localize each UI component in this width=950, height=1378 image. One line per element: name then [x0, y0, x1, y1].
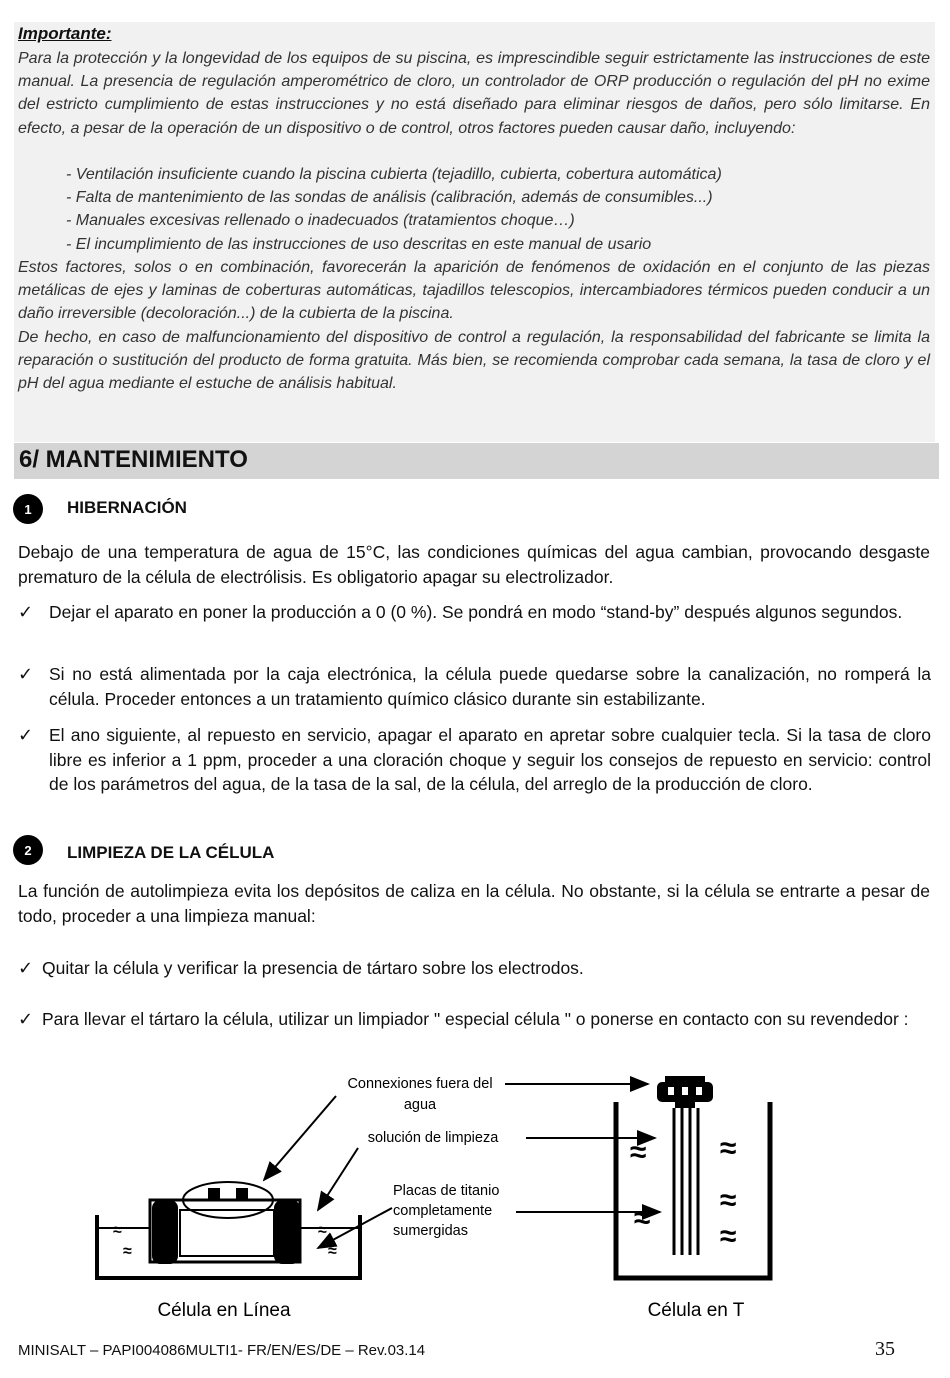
water-wave-icon: ≈ [634, 1202, 651, 1235]
section-title: 6/ MANTENIMIENTO [19, 446, 248, 473]
caption-t-cell: Célula en T [647, 1300, 745, 1321]
important-intro: Para la protección y la longevidad de los equipos de su piscina, es imprescindible seguir estrictamente las instrucciones de este manual. La presencia de regulación amperométrico de cloro, un controlador de ORP producción o regulación del pH no exime del estricto cumplimiento de estas instrucciones y no está diseñado para eliminar riesgos de daños, pero sólo limitarse. En efecto, a pesar de la operación de un dispositivo o de control, otros factores pueden causar daño, incluyendo: [18, 50, 930, 137]
hibernation-title: HIBERNACIÓN [67, 498, 187, 517]
list-item-text: El ano siguiente, al repuesto en servicio, apagar el aparato en apretar sobre cualquier tecla. Si la tasa de cloro libre es inferior a 1 ppm, proceder a una cloración choque y seguir los consejos de repuesto en servicio: control de los parámetros del agua, de la tasa de la sal, de la célula, del arreglo de la producción de cloro. [49, 725, 931, 795]
check-icon: ✓ [18, 1009, 34, 1029]
check-icon: ✓ [18, 602, 34, 622]
cleaning-intro: La función de autolimpieza evita los depósitos de caliza en la célula. No obstante, si la célula se entrarte a pesar de todo, proceder a una limpieza manual: [18, 881, 930, 926]
arrow-icon [264, 1096, 336, 1180]
footer-doc-ref: MINISALT – PAPI004086MULTI1- FR/EN/ES/DE – Rev.03.14 [18, 1342, 426, 1359]
water-wave-icon: ≈ [720, 1220, 737, 1253]
list-item [18, 956, 931, 981]
water-wave-icon: ≈ [720, 1132, 737, 1165]
important-factors: Estos factores, solos o en combinación, favorecerán la aparición de fenómenos de oxidación en el conjunto de las piezas metálicas de ejes y laminas de coberturas automáticas, tajadillos telescopios, intercambiadores térmicos pueden conducir a un daño irreversible (decoloración...) de la cubierta de la piscina. [18, 259, 930, 323]
important-list-item: - Ventilación insuficiente cuando la piscina cubierta (tejadillo, cubierta, cobertura automática) [66, 166, 722, 183]
water-wave-icon: ≈ [113, 1222, 122, 1239]
hibernation-intro: Debajo de una temperatura de agua de 15°C, las condiciones químicas del agua cambian, provocando desgaste prematuro de la célula de electrólisis. Es obligatorio apagar su electrolizador. [18, 542, 930, 587]
label-titanium-plates-cont: completamente [393, 1203, 493, 1219]
list-item-text: Si no está alimentada por la caja electrónica, la célula puede quedarse sobre la canalización, no romperá la célula. Proceder entonces a un tratamiento químico clásico durante sin estabilizante. [49, 664, 931, 709]
important-warranty: De hecho, en caso de malfuncionamiento del dispositivo de control a regulación, la responsabilidad del fabricante se limita la reparación o sustitución del producto de forma gratuita. Más bien, se recomienda comprobar cada semana, la tasa de cloro y el pH del agua mediante el estuche de análisis habitual. [18, 329, 930, 393]
important-list-item: - Manuales excesivas rellenado o inadecuados (tratamientos choque…) [66, 212, 575, 230]
label-titanium-plates-cont2: sumergidas [393, 1223, 468, 1239]
important-list-item: - El incumplimiento de las instrucciones de uso descritas en este manual de usario [66, 235, 652, 253]
cleaning-title: LIMPIEZA DE LA CÉLULA [67, 843, 275, 862]
list-item-text: Quitar la célula y verificar la presencia de tártaro sobre los electrodos. [42, 958, 584, 978]
label-connections-cont: agua [403, 1097, 437, 1113]
check-icon: ✓ [18, 958, 34, 978]
caption-inline-cell: Célula en Línea [157, 1300, 291, 1321]
list-item [18, 662, 931, 711]
important-list-item: - Falta de mantenimiento de las sondas de análisis (calibración, además de consumibles...) [66, 189, 713, 207]
inline-cell-illustration [97, 1182, 360, 1278]
water-wave-icon: ≈ [720, 1184, 737, 1217]
water-wave-icon: ≈ [123, 1243, 132, 1260]
water-wave-icon: ≈ [630, 1136, 647, 1169]
list-item [18, 600, 931, 625]
page-number: 35 [875, 1338, 895, 1360]
check-icon: ✓ [18, 664, 34, 684]
label-cleaning-solution: solución de limpieza [367, 1130, 499, 1146]
cell-cleaning-diagram [0, 1060, 950, 1330]
important-list [66, 163, 926, 256]
list-item-text: Dejar el aparato en poner la producción a 0 (0 %). Se pondrá en modo “stand-by” después algunos segundos. [49, 602, 903, 622]
check-icon: ✓ [18, 725, 34, 745]
arrow-icon [318, 1148, 358, 1210]
step-number-badge: 2 [13, 835, 43, 865]
label-titanium-plates: Placas de titanio [393, 1183, 500, 1199]
water-wave-icon: ≈ [328, 1243, 337, 1260]
list-item-text: Para llevar el tártaro la célula, utilizar un limpiador " especial célula " o ponerse en contacto con su revendedor : [42, 1009, 909, 1029]
step-number-badge: 1 [13, 494, 43, 524]
t-cell-illustration [616, 1076, 770, 1278]
water-wave-icon: ≈ [318, 1222, 327, 1239]
list-item [18, 1007, 931, 1032]
list-item [18, 723, 931, 797]
important-title: Importante: [18, 24, 112, 43]
label-connections: Connexiones fuera del [347, 1076, 493, 1092]
